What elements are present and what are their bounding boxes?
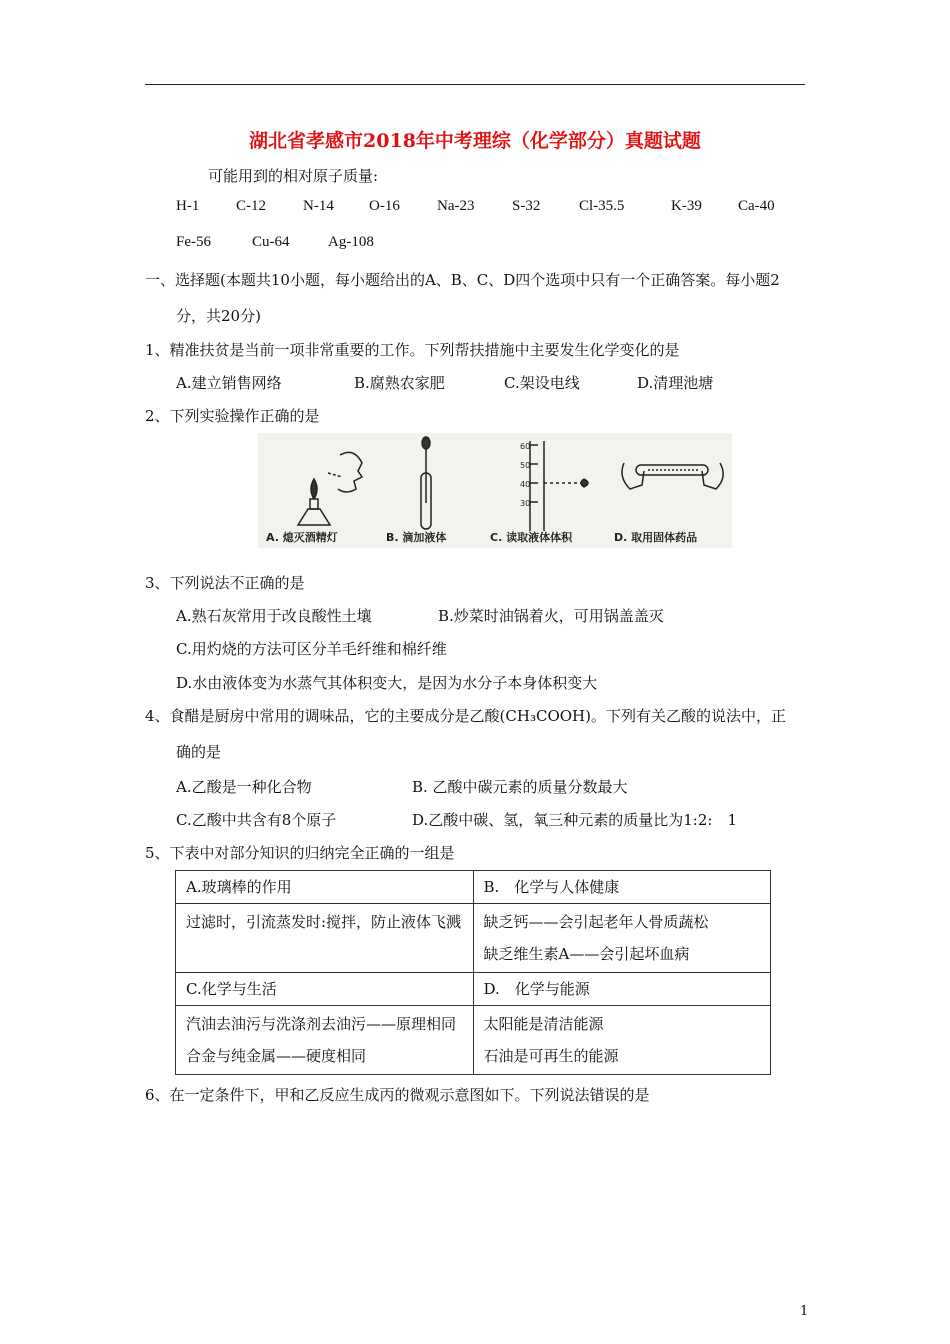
table-cell-d-body [473, 1006, 771, 1075]
table-row [176, 973, 771, 1006]
q4-option-d: D.乙酸中碳、氢，氧三种元素的质量比为1:2: 1 [412, 811, 737, 829]
graduated-cylinder-drawing [530, 441, 588, 531]
page-number: 1 [800, 1304, 809, 1319]
atomic-mass-ag: Ag-108 [328, 234, 374, 250]
dropper-drawing [421, 437, 431, 529]
atomic-mass-n: N-14 [303, 198, 334, 214]
fig-label-b: B. 滴加液体 [386, 531, 447, 544]
q1-option-c: C.架设电线 [504, 374, 580, 392]
q1-option-a: A.建立销售网络 [176, 374, 282, 392]
atomic-mass-o: O-16 [369, 198, 400, 214]
cylinder-tick-30: 30 [520, 499, 531, 508]
cylinder-tick-50: 50 [520, 461, 531, 470]
table-cell-c-body [176, 1006, 474, 1075]
table-cell-b-head: B. 化学与人体健康 [473, 871, 771, 904]
table-cell-d-head: D. 化学与能源 [473, 973, 771, 1006]
table-cell-c-head: C.化学与生活 [176, 973, 474, 1006]
q4-option-a: A.乙酸是一种化合物 [176, 778, 312, 796]
cylinder-tick-40: 40 [520, 480, 531, 489]
fig-label-d: D. 取用固体药品 [614, 531, 698, 544]
page-title: 湖北省孝感市2018年中考理综（化学部分）真题试题 [249, 130, 701, 152]
section-heading-line1: 一、选择题(本题共10小题，每小题给出的A、B、C、D四个选项中只有一个正确答案。每小题2 [145, 271, 780, 289]
q3-option-c: C.用灼烧的方法可区分羊毛纤维和棉纤维 [176, 640, 447, 658]
alcohol-lamp-drawing [298, 452, 362, 525]
q4-option-b: B. 乙酸中碳元素的质量分数最大 [412, 778, 628, 796]
q3-option-d: D.水由液体变为水蒸气其体积变大，是因为水分子本身体积变大 [176, 674, 598, 692]
atomic-mass-fe: Fe-56 [176, 234, 211, 250]
atomic-mass-h: H-1 [176, 198, 200, 214]
atomic-mass-c: C-12 [236, 198, 266, 214]
table-row [176, 904, 771, 973]
table-line: 缺乏维生素A——会引起坏血病 [483, 945, 690, 963]
table-line: 合金与纯金属——硬度相同 [186, 1047, 367, 1065]
q2-stem: 2、下列实验操作正确的是 [145, 407, 320, 425]
table-cell-a-head: A.玻璃棒的作用 [176, 871, 474, 904]
q1-stem: 1、精准扶贫是当前一项非常重要的工作。下列帮扶措施中主要发生化学变化的是 [145, 341, 680, 359]
q1-option-d: D.清理池塘 [637, 374, 714, 392]
cylinder-tick-60: 60 [520, 442, 531, 451]
table-cell-b-body [473, 904, 771, 973]
table-cell-a-body [176, 904, 474, 973]
atomic-mass-ca: Ca-40 [738, 198, 775, 214]
hands-test-tube-drawing [622, 463, 723, 489]
q4-stem-line2: 确的是 [176, 743, 222, 761]
table-line: 汽油去油污与洗涤剂去油污——原理相同 [186, 1015, 457, 1033]
table-line: 缺乏钙——会引起老年人骨质蔬松 [483, 913, 709, 931]
table-line: 石油是可再生的能源 [483, 1047, 619, 1065]
q3-option-b: B.炒菜时油锅着火，可用锅盖盖灭 [438, 607, 664, 625]
table-row [176, 871, 771, 904]
fig-label-a: A. 熄灭酒精灯 [266, 531, 338, 544]
q2-lab-operations-figure [258, 433, 732, 548]
atomic-mass-cl: Cl-35.5 [579, 198, 625, 214]
atomic-mass-cu: Cu-64 [252, 234, 290, 250]
atomic-mass-na: Na-23 [437, 198, 475, 214]
q3-stem: 3、下列说法不正确的是 [145, 574, 305, 592]
q5-stem: 5、下表中对部分知识的归纳完全正确的一组是 [145, 844, 455, 862]
atomic-mass-intro: 可能用到的相对原子质量: [208, 167, 379, 185]
fig-label-c: C. 读取液体体积 [490, 531, 573, 544]
q6-stem: 6、在一定条件下，甲和乙反应生成丙的微观示意图如下。下列说法错误的是 [145, 1086, 650, 1104]
atomic-mass-s: S-32 [512, 198, 541, 214]
table-row [176, 1006, 771, 1075]
header-rule [145, 84, 805, 85]
q4-stem-line1: 4、食醋是厨房中常用的调味品，它的主要成分是乙酸(CH₃COOH)。下列有关乙酸的说法中，正 [145, 707, 786, 725]
q5-knowledge-table [175, 870, 771, 1075]
q4-option-c: C.乙酸中共含有8个原子 [176, 811, 337, 829]
q1-option-b: B.腐熟农家肥 [354, 374, 445, 392]
section-heading-line2: 分，共20分) [176, 307, 261, 325]
table-line: 过滤时，引流蒸发时:搅拌，防止液体飞溅 [186, 913, 462, 931]
atomic-mass-k: K-39 [671, 198, 702, 214]
table-line: 太阳能是清洁能源 [483, 1015, 604, 1033]
q3-option-a: A.熟石灰常用于改良酸性土壤 [176, 607, 372, 625]
